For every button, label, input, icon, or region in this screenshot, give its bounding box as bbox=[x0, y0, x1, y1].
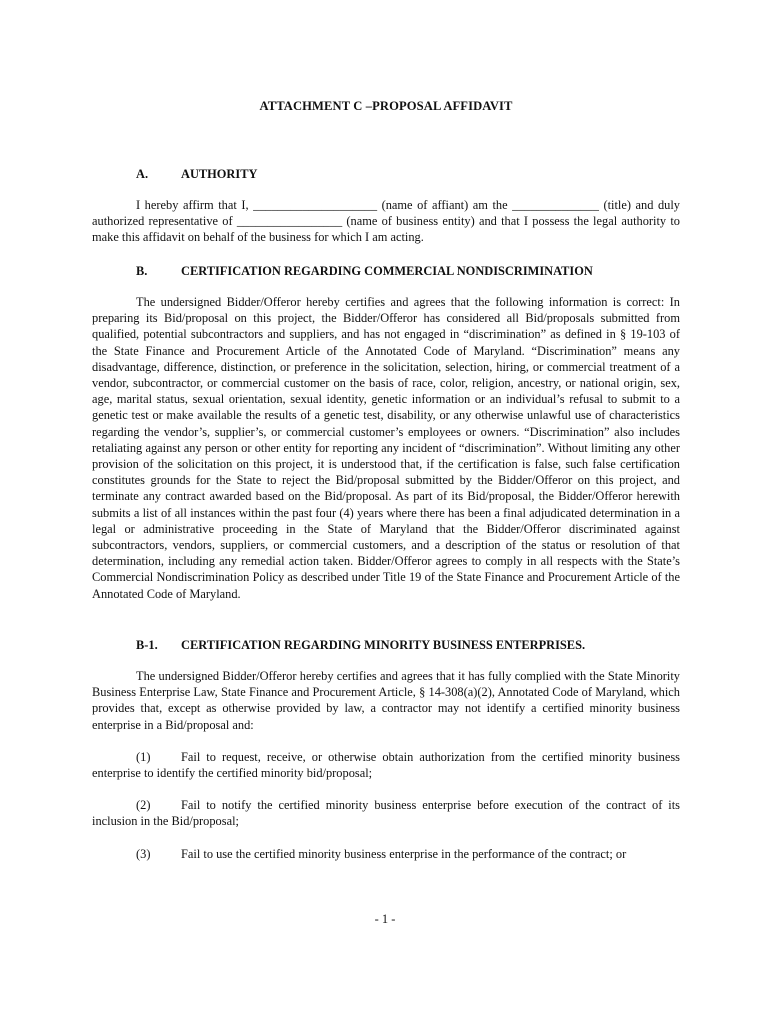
section-a-title: AUTHORITY bbox=[181, 167, 258, 181]
section-b-title: CERTIFICATION REGARDING COMMERCIAL NONDISCRIMINATION bbox=[181, 264, 593, 278]
list-item-number: (1) bbox=[136, 750, 151, 764]
page-number: - 1 - bbox=[374, 912, 396, 926]
list-item-text: Fail to use the certified minority business enterprise in the performance of the contract; or bbox=[181, 847, 627, 861]
list-item bbox=[92, 846, 680, 862]
section-a-heading bbox=[136, 166, 257, 182]
list-item-text: Fail to request, receive, or otherwise obtain authorization from the certified minority business enterprise to identify the certified minority bid/proposal; bbox=[92, 750, 680, 781]
document-title: ATTACHMENT C –PROPOSAL AFFIDAVIT bbox=[259, 99, 513, 113]
list-item-number: (3) bbox=[136, 847, 151, 861]
section-b1-body: The undersigned Bidder/Offeror hereby certifies and agrees that it has fully complied with the State Minority Business Enterprise Law, State Finance and Procurement Article, § 14-308(a)(2), Annotated Code of Maryland, which provides that, except as otherwise provided by law, a contractor may not identify a certified minority business enterprise in a Bid/proposal and: bbox=[92, 669, 680, 732]
section-b-heading bbox=[136, 263, 593, 279]
section-b-body: The undersigned Bidder/Offeror hereby certifies and agrees that the following information is correct: In preparing its Bid/proposal on this project, the Bidder/Offeror has considered all Bid/proposals submitted from qualified, potential subcontractors and suppliers, and has not engaged in “discrimination” as defined in § 19-103 of the State Finance and Procurement Article of the Annotated Code of Maryland. “Discrimination” means any disadvantage, difference, distinction, or preference in the solicitation, selection, hiring, or commercial treatment of a vendor, subcontractor, or commercial customer on the basis of race, color, religion, ancestry, or national origin, sex, age, marital status, sexual orientation, sexual identity, genetic information or an individual’s refusal to submit to a genetic test or make available the results of a genetic test, disability, or any otherwise unlawful use of characteristics regarding the vendor’s, supplier’s, or commercial customer’s employees or owners. “Discrimination” also includes retaliating against any person or other entity for reporting any incident of “discrimination”. Without limiting any other provision of the solicitation on this project, it is understood that, if the certification is false, such false certification constitutes grounds for the State to reject the Bid/proposal submitted by the Bidder/Offeror on this project, and terminate any contract awarded based on the Bid/proposal. As part of its Bid/proposal, the Bidder/Offeror herewith submits a list of all instances within the past four (4) years where there has been a final adjudicated determination in a legal or administrative proceeding in the State of Maryland that the Bidder/Offeror discriminated against subcontractors, vendors, suppliers, or commercial customers, and a description of the status or resolution of that determination, including any remedial action taken. Bidder/Offeror agrees to comply in all respects with the State’s Commercial Nondiscrimination Policy as described under Title 19 of the State Finance and Procurement Article of the Annotated Code of Maryland. bbox=[92, 295, 680, 601]
list-item-number: (2) bbox=[136, 798, 151, 812]
section-b-number: B. bbox=[136, 264, 148, 278]
section-a-body: I hereby affirm that I, ____________________ (name of affiant) am the ______________ (title) and duly authorized representative of _________________ (name of business entity) and that I possess the legal authority to make this affidavit on behalf of the business for which I am acting. bbox=[92, 198, 680, 245]
section-b1-heading bbox=[136, 637, 585, 653]
list-item bbox=[92, 797, 680, 829]
section-a-number: A. bbox=[136, 167, 149, 181]
list-item-text: Fail to notify the certified minority business enterprise before execution of the contract of its inclusion in the Bid/proposal; bbox=[92, 798, 680, 829]
section-b1-number: B-1. bbox=[136, 638, 158, 652]
list-item bbox=[92, 749, 680, 781]
section-b1-title: CERTIFICATION REGARDING MINORITY BUSINESS ENTERPRISES. bbox=[181, 638, 586, 652]
